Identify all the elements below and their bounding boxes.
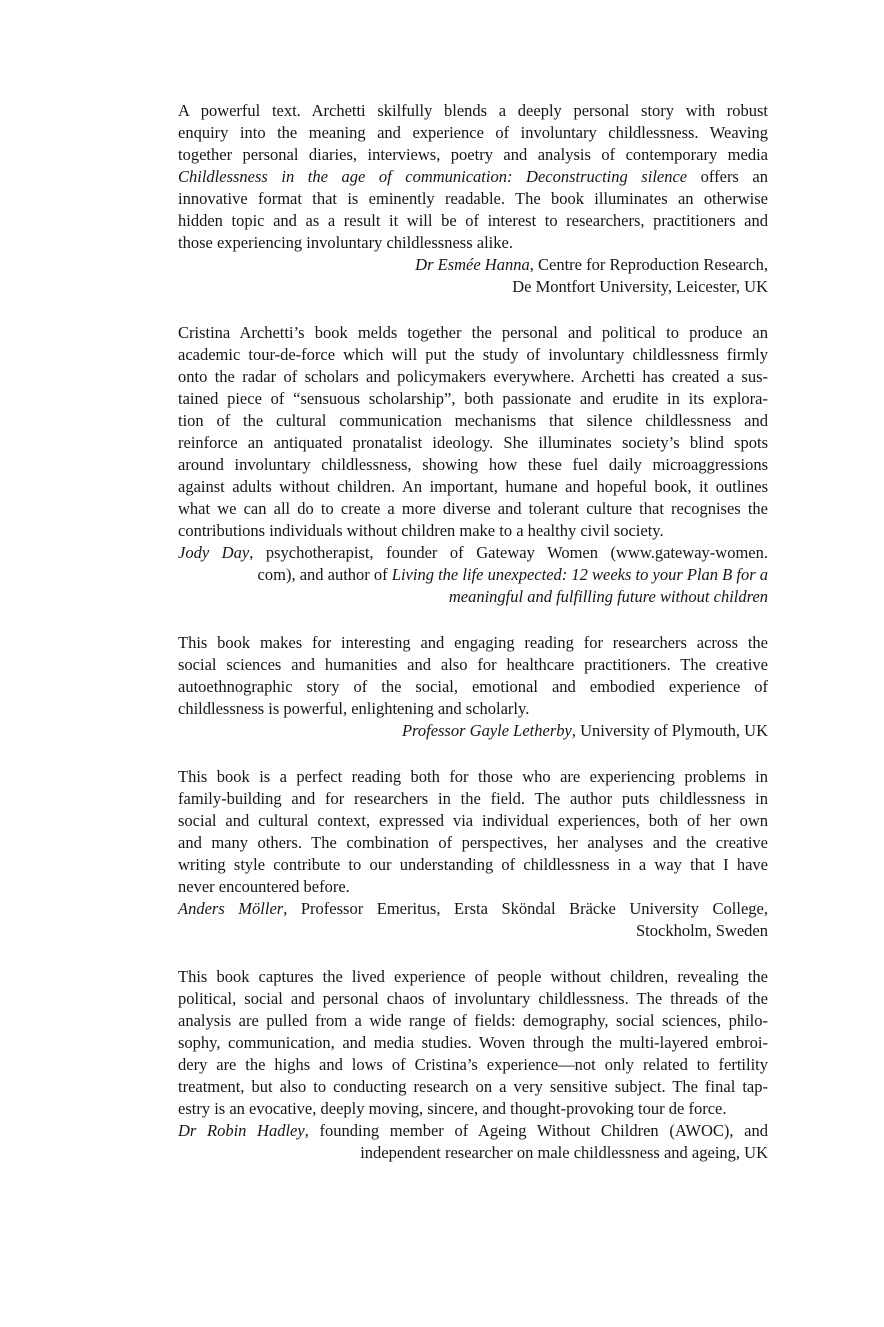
text-segment: , psychotherapist, founder of Gateway Women (www.gateway-women. <box>249 543 769 562</box>
endorsement-text-line <box>178 766 768 788</box>
endorsement-text-line <box>178 366 768 388</box>
text-segment: , Centre for Reproduction Research, <box>529 255 768 274</box>
text-segment: political, social and personal chaos of involuntary childlessness. The threads of the <box>178 989 768 1008</box>
endorsement-text-line <box>178 432 768 454</box>
text-segment: social and cultural context, expressed via individual experiences, both of her own <box>178 811 768 830</box>
endorsement-text-line <box>178 788 768 810</box>
endorsement-text-line <box>178 1054 768 1076</box>
endorsement-text-line <box>178 388 768 410</box>
text-segment: together personal diaries, interviews, poetry and analysis of contemporary media <box>178 145 768 164</box>
endorsement-block <box>178 322 768 608</box>
text-segment: what we can all do to create a more diverse and tolerant culture that recognises the <box>178 499 768 518</box>
text-segment: social sciences and humanities and also for healthcare practitioners. The creative <box>178 655 768 674</box>
endorsement-text-line <box>178 210 768 232</box>
italic-text-segment: Anders Möller <box>178 899 284 918</box>
text-segment: Cristina Archetti’s book melds together the personal and political to produce an <box>178 323 768 342</box>
text-segment: those experiencing involuntary childlessness alike. <box>178 233 513 252</box>
italic-text-segment: Living the life unexpected: 12 weeks to your Plan B for a <box>391 565 768 584</box>
text-segment: onto the radar of scholars and policymakers everywhere. Archetti has created a sus- <box>178 367 768 386</box>
endorsement-text-line <box>178 876 768 898</box>
text-segment: tion of the cultural communication mechanisms that silence childlessness and <box>178 411 768 430</box>
endorsement-text-line <box>178 144 768 166</box>
italic-text-segment: Dr Esmée Hanna <box>415 255 530 274</box>
endorsements-list <box>178 100 768 1164</box>
endorsement-text-line <box>178 1098 768 1120</box>
endorsement-text-line <box>178 1076 768 1098</box>
text-segment: hidden topic and as a result it will be of interest to researchers, practitioners and <box>178 211 768 230</box>
endorsement-attribution-line <box>178 920 768 942</box>
endorsement-attribution-line <box>178 720 768 742</box>
endorsement-attribution-line <box>178 276 768 298</box>
endorsement-block <box>178 100 768 298</box>
endorsement-text-line <box>178 188 768 210</box>
endorsement-text-line <box>178 232 768 254</box>
endorsement-text-line <box>178 966 768 988</box>
text-segment: enquiry into the meaning and experience of involuntary childlessness. Weaving <box>178 123 768 142</box>
endorsement-text-line <box>178 698 768 720</box>
endorsement-attribution-line <box>178 586 768 608</box>
text-segment: childlessness is powerful, enlightening and scholarly. <box>178 699 530 718</box>
italic-text-segment: Jody Day <box>178 543 250 562</box>
italic-text-segment: Professor Gayle Letherby <box>401 721 572 740</box>
endorsement-block <box>178 632 768 742</box>
text-segment: This book captures the lived experience of people without children, revealing the <box>178 967 768 986</box>
text-segment: This book is a perfect reading both for those who are experiencing problems in <box>178 767 768 786</box>
text-segment: innovative format that is eminently readable. The book illuminates an otherwise <box>178 189 768 208</box>
endorsement-text-line <box>178 100 768 122</box>
text-segment: estry is an evocative, deeply moving, sincere, and thought-provoking tour de force. <box>178 1099 727 1118</box>
text-segment: com), and author of <box>257 565 392 584</box>
text-segment: against adults without children. An important, humane and hopeful book, it outlines <box>178 477 768 496</box>
text-segment: sophy, communication, and media studies. Woven through the multi-layered embroi- <box>178 1033 768 1052</box>
text-segment: , University of Plymouth, UK <box>571 721 768 740</box>
endorsement-text-line <box>178 476 768 498</box>
endorsement-attribution-line <box>178 1120 768 1142</box>
text-segment: writing style contribute to our understanding of childlessness in a way that I have <box>178 855 768 874</box>
endorsement-text-line <box>178 632 768 654</box>
endorsement-text-line <box>178 1010 768 1032</box>
endorsement-text-line <box>178 344 768 366</box>
text-segment: never encountered before. <box>178 877 350 896</box>
text-segment: Stockholm, Sweden <box>636 921 768 940</box>
endorsement-attribution-line <box>178 1142 768 1164</box>
text-segment: A powerful text. Archetti skilfully blends a deeply personal story with robust <box>178 101 768 120</box>
text-segment: around involuntary childlessness, showing how these fuel daily microaggressions <box>178 455 768 474</box>
text-segment: and many others. The combination of perspectives, her analyses and the creative <box>178 833 768 852</box>
text-segment: treatment, but also to conducting research on a very sensitive subject. The final tap- <box>178 1077 768 1096</box>
endorsement-text-line <box>178 832 768 854</box>
text-segment: contributions individuals without children make to a healthy civil society. <box>178 521 664 540</box>
endorsement-text-line <box>178 654 768 676</box>
endorsement-text-line <box>178 854 768 876</box>
endorsement-text-line <box>178 676 768 698</box>
endorsement-block <box>178 966 768 1164</box>
endorsement-text-line <box>178 122 768 144</box>
text-segment: offers an <box>687 167 768 186</box>
endorsement-text-line <box>178 166 768 188</box>
text-segment: De Montfort University, Leicester, UK <box>512 277 768 296</box>
endorsement-text-line <box>178 498 768 520</box>
text-segment: This book makes for interesting and engaging reading for researchers across the <box>178 633 768 652</box>
endorsement-text-line <box>178 1032 768 1054</box>
italic-text-segment: Childlessness in the age of communication: Deconstructing silence <box>178 167 688 186</box>
text-segment: family-building and for researchers in the field. The author puts childlessness in <box>178 789 768 808</box>
endorsement-text-line <box>178 988 768 1010</box>
endorsement-text-line <box>178 410 768 432</box>
text-segment: academic tour-de-force which will put the study of involuntary childlessness firmly <box>178 345 768 364</box>
endorsement-attribution-line <box>178 542 768 564</box>
endorsement-text-line <box>178 520 768 542</box>
text-segment: autoethnographic story of the social, emotional and embodied experience of <box>178 677 768 696</box>
text-segment: analysis are pulled from a wide range of fields: demography, social sciences, philo- <box>178 1011 768 1030</box>
endorsement-text-line <box>178 322 768 344</box>
italic-text-segment: Dr Robin Hadley <box>178 1121 305 1140</box>
text-segment: , founding member of Ageing Without Children (AWOC), and <box>304 1121 769 1140</box>
text-segment: reinforce an antiquated pronatalist ideology. She illuminates society’s blind spots <box>178 433 768 452</box>
text-segment: independent researcher on male childlessness and ageing, UK <box>360 1143 768 1162</box>
endorsement-attribution-line <box>178 898 768 920</box>
endorsement-text-line <box>178 454 768 476</box>
endorsement-attribution-line <box>178 254 768 276</box>
italic-text-segment: meaningful and fulfilling future without children <box>448 587 768 606</box>
endorsement-block <box>178 766 768 942</box>
text-segment: , Professor Emeritus, Ersta Sköndal Bräcke University College, <box>283 899 768 918</box>
text-segment: dery are the highs and lows of Cristina’s experience—not only related to fertility <box>178 1055 768 1074</box>
endorsement-text-line <box>178 810 768 832</box>
endorsement-attribution-line <box>178 564 768 586</box>
text-segment: tained piece of “sensuous scholarship”, both passionate and erudite in its explora- <box>178 389 768 408</box>
